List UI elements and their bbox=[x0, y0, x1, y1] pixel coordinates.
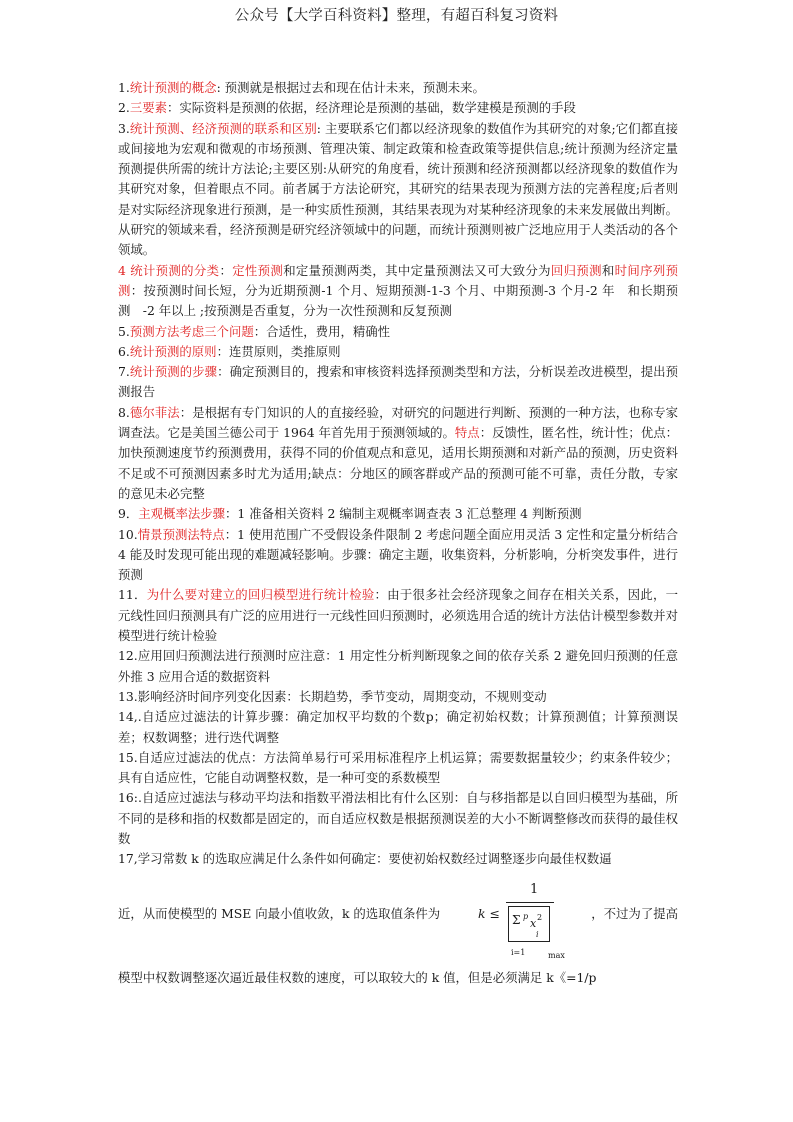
fraction-bar bbox=[506, 902, 554, 903]
item-14: 14,.自适应过滤法的计算步骤：确定加权平均数的个数p；确定初始权数；计算预测值；计算预测误差；权数调整；进行迭代调整 bbox=[118, 709, 678, 745]
item-1: 1.统计预测的概念: 预测就是根据过去和现在估计未来，预测未来。 bbox=[118, 80, 485, 95]
item-13: 13.影响经济时间序列变化因素：长期趋势，季节变动，周期变动，不规则变动 bbox=[118, 688, 547, 704]
sigma-upper: p bbox=[523, 911, 529, 921]
sigma-symbol: Σ bbox=[512, 912, 521, 927]
item-8: 8.德尔菲法：是根据有专门知识的人的直接经验，对研究的问题进行判断、预测的一种方法，也称专家调查法。它是美国兰德公司于 1964 年首先用于预测领域的。特点：反馈性，匿名性，统计性；优点：加快预测速度节约预测费用，获得不同的价值观点和意见，适用长期预测和对新产品的预测，历史资料不足或不可预测因素多时尤为适用;缺点：分地区的顾客群或产品的预测可能不可靠，责任分散，专家的意见未必完整 bbox=[118, 404, 679, 501]
item-3-term: 统计预测、经济预测的联系和区别 bbox=[129, 120, 317, 136]
formula-line bbox=[118, 872, 678, 966]
formula-fraction bbox=[506, 880, 565, 960]
formula-numerator: 1 bbox=[530, 881, 539, 897]
item-7-term: 统计预测的步骤 bbox=[129, 364, 218, 380]
formula-square: 2 bbox=[537, 912, 543, 922]
item-5: 5.预测方法考虑三个问题：合适性，费用，精确性 bbox=[118, 323, 391, 339]
formula-max: max bbox=[548, 950, 565, 960]
item-4: 4 统计预测的分类：定性预测和定量预测两类，其中定量预测法又可大致分为回归预测和时间序列预测：按预测时间长短，分为近期预测-1 个月、短期预测-1-3 个月、中期预测-3 个月-2 年 和长期预测 -2 年以上 ;按预测是否重复，分为一次性预测和反复预测 bbox=[118, 262, 679, 319]
formula-trail-text: ，不过为了提高 bbox=[591, 905, 678, 921]
item-6-term: 统计预测的原则 bbox=[129, 343, 217, 359]
item-10-term: 情景预测法特点 bbox=[137, 526, 225, 542]
formula-x: x bbox=[530, 916, 537, 930]
item-4-term: 统计预测的分类 bbox=[130, 262, 220, 278]
formula-subscript-i: i bbox=[536, 929, 539, 939]
item-10: 10.情景预测法特点：1 使用范围广不受假设条件限制 2 考虑问题全面应用灵活 3 定性和定量分析结合 4 能及时发现可能出现的难题减轻影响。步骤：确定主题，收集资料，分析影响，分析突发事件，进行预测 bbox=[118, 526, 678, 583]
item-11-term: 为什么要对建立的回归模型进行统计检验 bbox=[146, 587, 375, 603]
item-6: 6.统计预测的原则：连贯原则，类推原则 bbox=[118, 343, 341, 359]
item-2: 2.三要素：实际资料是预测的依据，经济理论是预测的基础，数学建模是预测的手段 bbox=[118, 100, 576, 116]
item-8-term: 德尔菲法 bbox=[129, 404, 180, 420]
item-11: 11．为什么要对建立的回归模型进行统计检验：由于很多社会经济现象之间存在相关关系，因此，一元线性回归预测具有广泛的应用进行一元线性回归预测时，必须选用合适的统计方法估计模型参数并对模型进行统计检验 bbox=[118, 587, 678, 644]
item-1-term: 统计预测的概念 bbox=[129, 80, 217, 95]
item-15: 15.自适应过滤法的优点：方法简单易行可采用标准程序上机运算；需要数据量较少；约束条件较少；具有自适应性，它能自动调整权数，是一种可变的系数模型 bbox=[118, 749, 678, 786]
item-2-term: 三要素 bbox=[129, 100, 167, 116]
item-12: 12.应用回归预测法进行预测时应注意：1 用定性分析判断现象之间的依存关系 2 避免回归预测的任意外推 3 应用合适的数据资料 bbox=[118, 648, 678, 684]
item-9-term: 主观概率法步骤 bbox=[138, 506, 226, 522]
sigma-lower: i=1 bbox=[511, 947, 526, 957]
formula-k-leq: k ≤ bbox=[478, 905, 500, 921]
document-body bbox=[118, 78, 678, 988]
item-3: 3.统计预测、经济预测的联系和区别: 主要联系它们都以经济现象的数值作为其研究的对象;它们都直接或间接地为宏观和微观的市场预测、管理决策、制定政策和检查政策等提供信息;统计预测为经济定量预测提供所需的统计方法论;主要区别:从研究的角度看，统计预测和经济预测都以经济现象的数值作为其研究对象，但着眼点不同。前者属于方法论研究，其研究的结果表现为预测方法的完善程度;后者则是对实际经济现象进行预测，是一种实质性预测，其结果表现为对某种经济现象的未来发展做出判断。从研究的领域来看，经济预测是研究经济领域中的问题，而统计预测则被广泛地应用于人类活动的各个领域。 bbox=[118, 120, 679, 258]
item-16: 16:.自适应过滤法与移动平均法和指数平滑法相比有什么区别：自与移指都是以自回归模型为基础，所不同的是移和指的权数都是固定的，而自适应权数是根据预测误差的大小不断调整修改而获得的最佳权数 bbox=[118, 790, 678, 846]
item-7: 7.统计预测的步骤：确定预测目的，搜索和审核资料选择预测类型和方法，分析误差改进模型，提出预测报告 bbox=[118, 364, 679, 400]
page-header: 公众号【大学百科资料】整理，有超百科复习资料 bbox=[234, 8, 559, 24]
item-17: 17,学习常数 k 的选取应满足什么条件如何确定：要使初始权数经过调整逐步向最佳权数逼 bbox=[118, 851, 612, 867]
item-9: 9．主观概率法步骤：1 准备相关资料 2 编制主观概率调查表 3 汇总整理 4 判断预测 bbox=[118, 506, 582, 522]
formula-lead-text: 近，从而使模型的 MSE 向最小值收敛，k 的选取值条件为 bbox=[118, 905, 441, 921]
item-5-term: 预测方法考虑三个问题 bbox=[129, 323, 254, 339]
item-17-continued: 模型中权数调整逐次逼近最佳权数的速度，可以取较大的 k 值，但是必须满足 k《=1/p bbox=[118, 969, 597, 985]
